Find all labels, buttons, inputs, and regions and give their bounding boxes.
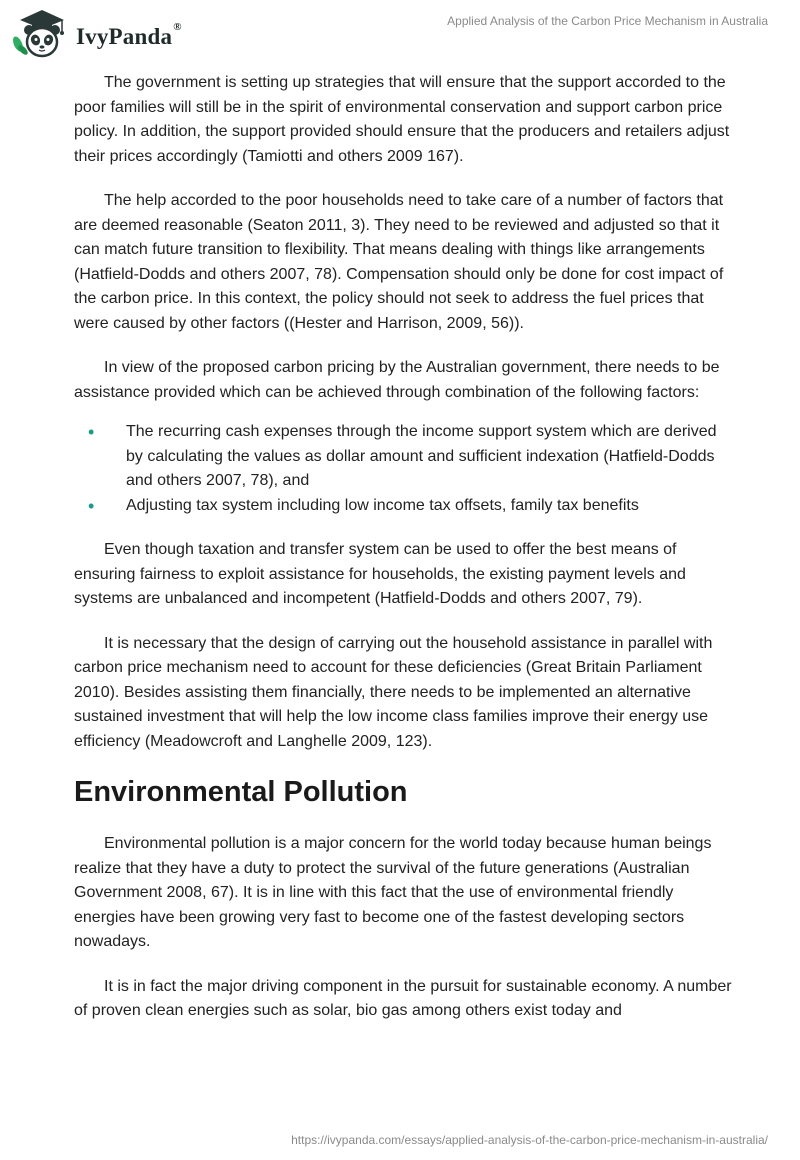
section-heading: Environmental Pollution [74, 776, 408, 808]
list-item-text: The recurring cash expenses through the income support system which are derived by calculating the values as dollar amount and sufficient indexation (Hatfield-Dodds and others 2007, 78), and [126, 423, 717, 489]
paragraph: The help accorded to the poor households need to take care of a number of factors that are deemed reasonable (Seaton 2011, 3). They need to be reviewed and adjusted so that it can match future transition to flexibility. That means dealing with things like arrangements (Hatfield-Dodds and others 2007, 78). Compensation should only be done for cost impact of the carbon price. In this context, the policy should not seek to address the fuel prices that were caused by other factors ((Hester and Harrison, 2009, 56)). [74, 192, 724, 332]
page-header [0, 0, 800, 70]
bullet-icon: • [88, 422, 95, 442]
paragraph: Environmental pollution is a major concern for the world today because human beings realize that they have a duty to protect the survival of the future generations (Australian Government 2008, 67). It is in line with this fact that the use of environmental friendly energies have been growing very fast to become one of the fastest developing sectors nowadays. [74, 835, 712, 950]
document-title: Applied Analysis of the Carbon Price Mechanism in Australia [447, 14, 768, 28]
ivypanda-logo[interactable] [12, 6, 222, 62]
registered-mark: ® [173, 21, 182, 33]
paragraph: It is in fact the major driving component in the pursuit for sustainable economy. A number of proven clean energies such as solar, bio gas among others exist today and [74, 977, 732, 1019]
bullet-icon: • [88, 495, 95, 516]
source-url[interactable]: https://ivypanda.com/essays/applied-analysis-of-the-carbon-price-mechanism-in-australia/ [291, 1133, 768, 1147]
paragraph: In view of the proposed carbon pricing by the Australian government, there needs to be assistance provided which can be achieved through combination of the following factors: [74, 359, 720, 401]
list-item [74, 494, 734, 519]
paragraph: It is necessary that the design of carrying out the household assistance in parallel with carbon price mechanism need to account for these deficiencies (Great Britain Parliament 2010). Besides assisting them financially, there needs to be implemented an alternative sustained investment that will help the low income class families improve their energy use efficiency (Meadowcroft and Langhelle 2009, 123). [74, 634, 713, 750]
essay-content [74, 71, 734, 1044]
logo-text: IvyPanda® [76, 21, 182, 49]
paragraph: The government is setting up strategies that will ensure that the support accorded to the poor families will still be in the spirit of environmental conservation and support carbon price policy. In addition, the support provided should ensure that the producers and retailers adjust their prices accordingly (Tamiotti and others 2009 167). [74, 74, 730, 165]
list-item-text: Adjusting tax system including low income tax offsets, family tax benefits [126, 496, 639, 514]
bullet-list [74, 420, 734, 518]
panda-mascot-icon [12, 6, 72, 62]
paragraph: Even though taxation and transfer system can be used to offer the best means of ensuring fairness to exploit assistance for households, the existing payment levels and systems are unbalanced and incompetent (Hatfield-Dodds and others 2007, 79). [74, 541, 686, 607]
list-item [74, 420, 734, 494]
